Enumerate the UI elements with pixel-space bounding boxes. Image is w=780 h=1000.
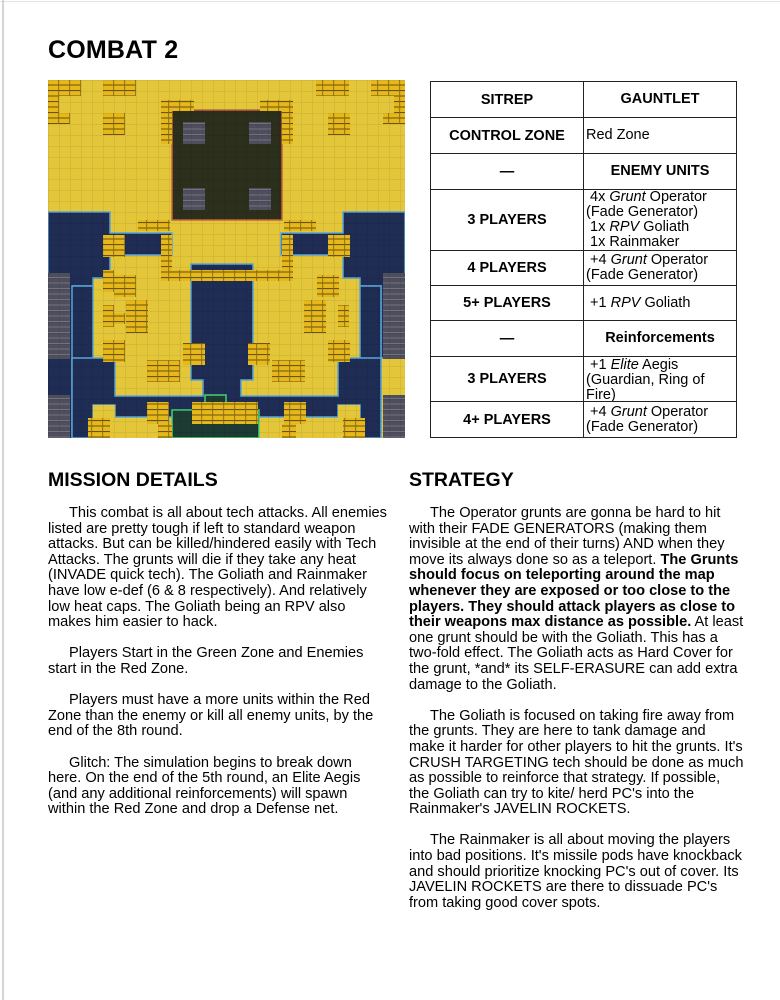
mission-paragraph: This combat is all about tech attacks. All enemies listed are pretty tough if left to standard weapon attacks. But can be killed/hindered easily with Tech Attacks. The grunts will die if they take any heat (INVADE quick tech). The Goliath and Rainmaker have low e-def (6 & 8 respectively). And relatively low heat caps. The Goliath being an RPV also makes him easier to hack. xyxy=(48,505,387,631)
table-row-header xyxy=(431,82,737,118)
dash-label: — xyxy=(431,321,584,357)
strategy-paragraph: The Rainmaker is all about moving the players into bad positions. It's missile pods have knockback and should prioritize knocking PC's out of cover. Its JAVELIN ROCKETS are there to dissuade PC's from taking good cover spots. xyxy=(409,832,742,911)
page-edge-left xyxy=(2,0,4,1000)
reinforcement-list xyxy=(584,402,737,438)
table-row-reinforcements-header xyxy=(431,321,737,357)
enemy-line: (Fade Generator) xyxy=(586,204,699,220)
enemy-line: 4x Grunt Operator xyxy=(590,189,707,205)
control-zone-value: Red Zone xyxy=(584,118,737,154)
mission-paragraph: Players must have a more units within the Red Zone than the enemy or kill all enemy units, by the end of the 8th round. xyxy=(48,692,374,740)
table-row xyxy=(431,286,737,321)
player-count-label: 3 PLAYERS xyxy=(431,357,584,402)
strategy-paragraph: The Goliath is focused on taking fire away from the grunts. They are here to tank damage and make it harder for other players to hit the grunts. It's CRUSH TARGETING tech should be done as much as possible to reinforce that strategy. If possible, the Goliath can try to kite/ herd PC's into the Rainmaker's JAVELIN ROCKETS. xyxy=(409,707,744,818)
sitrep-table xyxy=(430,81,737,438)
enemy-line: +4 Grunt Operator xyxy=(590,252,709,268)
control-zone-label: CONTROL ZONE xyxy=(431,118,584,154)
player-count-label: 4 PLAYERS xyxy=(431,251,584,286)
enemy-list xyxy=(584,251,737,286)
table-row xyxy=(431,251,737,286)
strategy-heading: STRATEGY xyxy=(409,469,514,491)
page-edge-top xyxy=(0,1,780,2)
enemy-list xyxy=(584,286,737,321)
table-row xyxy=(431,190,737,251)
enemy-line: +1 RPV Goliath xyxy=(590,294,691,311)
reinforcement-line: Fire) xyxy=(586,387,616,401)
reinforcement-line: +4 Grunt Operator xyxy=(590,403,709,420)
strategy-body xyxy=(409,506,744,927)
mission-paragraph: Glitch: The simulation begins to break down here. On the end of the 5th round, an Elite Aegis (and any additional reinforcements) will spawn within the Red Zone and drop a Defense net. xyxy=(48,754,361,818)
table-row xyxy=(431,357,737,402)
sitrep-header: SITREP xyxy=(431,82,584,118)
reinforcement-list xyxy=(584,357,737,402)
mission-paragraph: Players Start in the Green Zone and Enemies start in the Red Zone. xyxy=(48,645,364,677)
page-title: COMBAT 2 xyxy=(48,36,179,64)
strategy-paragraph: The Operator grunts are gonna be hard to hit with their FADE GENERATORS (making them invisible at the end of their turns) AND when they move its always done so as a teleport. The Grunts should focus on teleporting around the map whenever they are exposed or too close to the players. They should attack players as close to their weapons max distance as possible. At least one grunt should be with the Goliath. This has a two-fold effect. The Goliath acts as Hard Cover for the grunt, *and* its SELF-ERASURE can add extra damage to the Goliath. xyxy=(409,505,744,693)
enemy-list xyxy=(584,190,737,251)
mission-details-body xyxy=(48,506,388,833)
reinforcements-header: Reinforcements xyxy=(584,321,737,357)
enemy-units-header: ENEMY UNITS xyxy=(584,154,737,190)
table-row-control-zone xyxy=(431,118,737,154)
player-count-label: 4+ PLAYERS xyxy=(431,402,584,438)
enemy-line: 1x Rainmaker xyxy=(590,234,680,250)
player-count-label: 5+ PLAYERS xyxy=(431,286,584,321)
reinforcement-line: +1 Elite Aegis xyxy=(590,356,679,373)
table-row xyxy=(431,402,737,438)
reinforcement-line: (Guardian, Ring of xyxy=(586,371,705,388)
dash-label: — xyxy=(431,154,584,190)
player-count-label: 3 PLAYERS xyxy=(431,190,584,251)
mission-details-heading: MISSION DETAILS xyxy=(48,469,218,491)
enemy-line: (Fade Generator) xyxy=(586,267,699,283)
reinforcement-line: (Fade Generator) xyxy=(586,418,699,435)
table-row-enemy-units-header xyxy=(431,154,737,190)
enemy-line: 1x RPV Goliath xyxy=(590,219,690,235)
gauntlet-header: GAUNTLET xyxy=(584,82,737,118)
battle-map xyxy=(48,80,405,438)
